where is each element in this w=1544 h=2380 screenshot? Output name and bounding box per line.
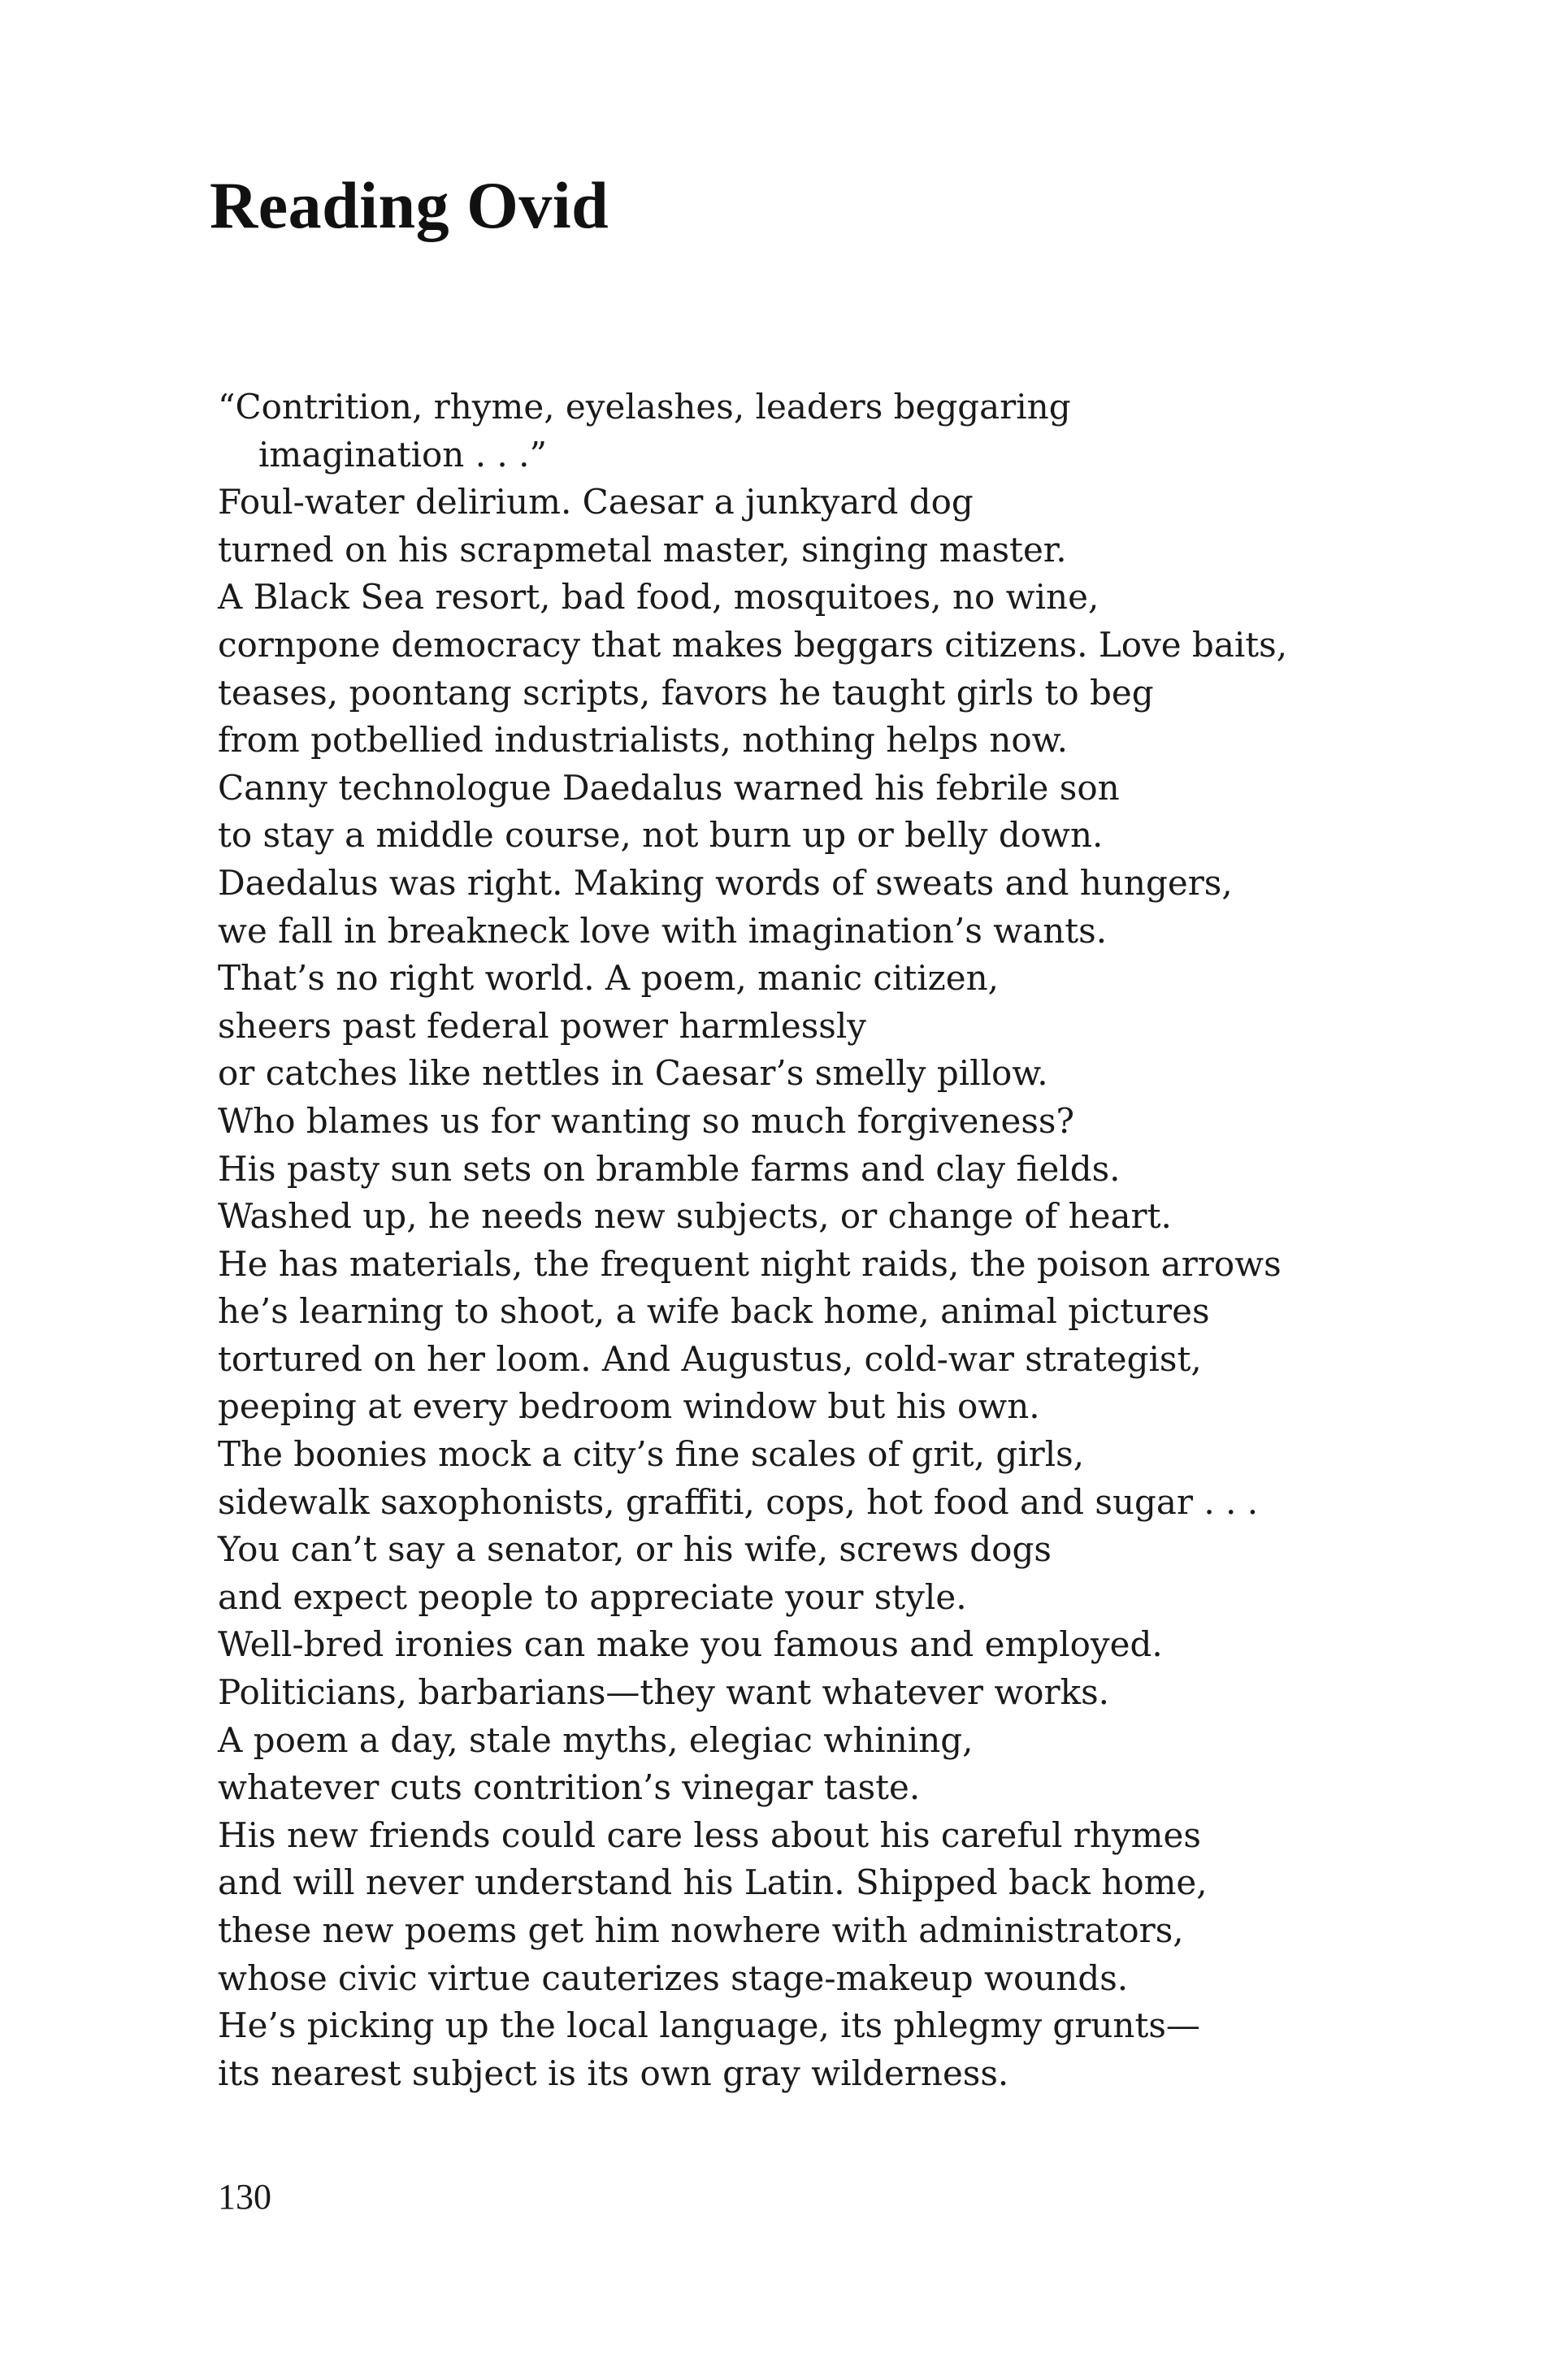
poem-line: cornpone democracy that makes beggars citizens. Love baits,	[218, 624, 1288, 665]
poem-line: The boonies mock a city’s fine scales of grit, girls,	[218, 1434, 1085, 1475]
poem-line: or catches like nettles in Caesar’s smelly pillow.	[218, 1053, 1048, 1094]
poem-line: His new friends could care less about his careful rhymes	[218, 1814, 1201, 1855]
poem-line: He has materials, the frequent night raids, the poison arrows	[218, 1243, 1282, 1284]
poem-line: from potbellied industrialists, nothing helps now.	[218, 720, 1068, 761]
poem-line: His pasty sun sets on bramble farms and clay fields.	[218, 1148, 1121, 1189]
poem-line: whatever cuts contrition’s vinegar taste.	[218, 1767, 921, 1808]
poem-line: He’s picking up the local language, its phlegmy grunts—	[218, 2005, 1200, 2046]
poem-line: A Black Sea resort, bad food, mosquitoes, no wine,	[218, 577, 1099, 618]
poem-line: A poem a day, stale myths, elegiac whining,	[218, 1719, 974, 1760]
poem-line: and expect people to appreciate your style.	[218, 1576, 967, 1617]
poem-line: he’s learning to shoot, a wife back home, animal pictures	[218, 1291, 1210, 1332]
poem-line: sheers past federal power harmlessly	[218, 1005, 866, 1046]
poem-line: tortured on her loom. And Augustus, cold-war strategist,	[218, 1338, 1202, 1379]
poem-line: and will never understand his Latin. Shipped back home,	[218, 1862, 1208, 1903]
page-number: 130	[218, 2177, 271, 2217]
poem-line: Who blames us for wanting so much forgiveness?	[218, 1100, 1074, 1141]
poem-line: That’s no right world. A poem, manic citizen,	[218, 958, 1000, 999]
poem-line: You can’t say a senator, or his wife, screws dogs	[218, 1529, 1052, 1570]
poem-line: Canny technologue Daedalus warned his febrile son	[218, 767, 1120, 808]
poem-line: Washed up, he needs new subjects, or change of heart.	[218, 1196, 1172, 1237]
poem-line: its nearest subject is its own gray wilderness.	[218, 2053, 1009, 2093]
poem-line: imagination . . .”	[258, 434, 547, 475]
poem-line: these new poems get him nowhere with administrators,	[218, 1910, 1184, 1950]
poem-line: Politicians, barbarians—they want whatever works.	[218, 1672, 1109, 1713]
poem-line: peeping at every bedroom window but his own.	[218, 1386, 1040, 1427]
poem-line: sidewalk saxophonists, graffiti, cops, hot food and sugar . . .	[218, 1481, 1259, 1522]
poem-line: whose civic virtue cauterizes stage-makeup wounds.	[218, 1957, 1129, 1998]
page-title: Reading Ovid	[210, 168, 609, 242]
poem-line: Foul-water delirium. Caesar a junkyard dog	[218, 482, 974, 522]
poem-line: to stay a middle course, not burn up or belly down.	[218, 815, 1104, 856]
poem-line: “Contrition, rhyme, eyelashes, leaders beggaring	[218, 387, 1071, 427]
poem-line: turned on his scrapmetal master, singing master.	[218, 529, 1067, 570]
poem-line: Well-bred ironies can make you famous and employed.	[218, 1624, 1163, 1665]
poem-line: teases, poontang scripts, favors he taught girls to beg	[218, 672, 1154, 713]
poem	[218, 384, 1355, 2097]
poem-line: Daedalus was right. Making words of sweats and hungers,	[218, 862, 1233, 903]
poem-line: we fall in breakneck love with imagination’s wants.	[218, 910, 1108, 951]
